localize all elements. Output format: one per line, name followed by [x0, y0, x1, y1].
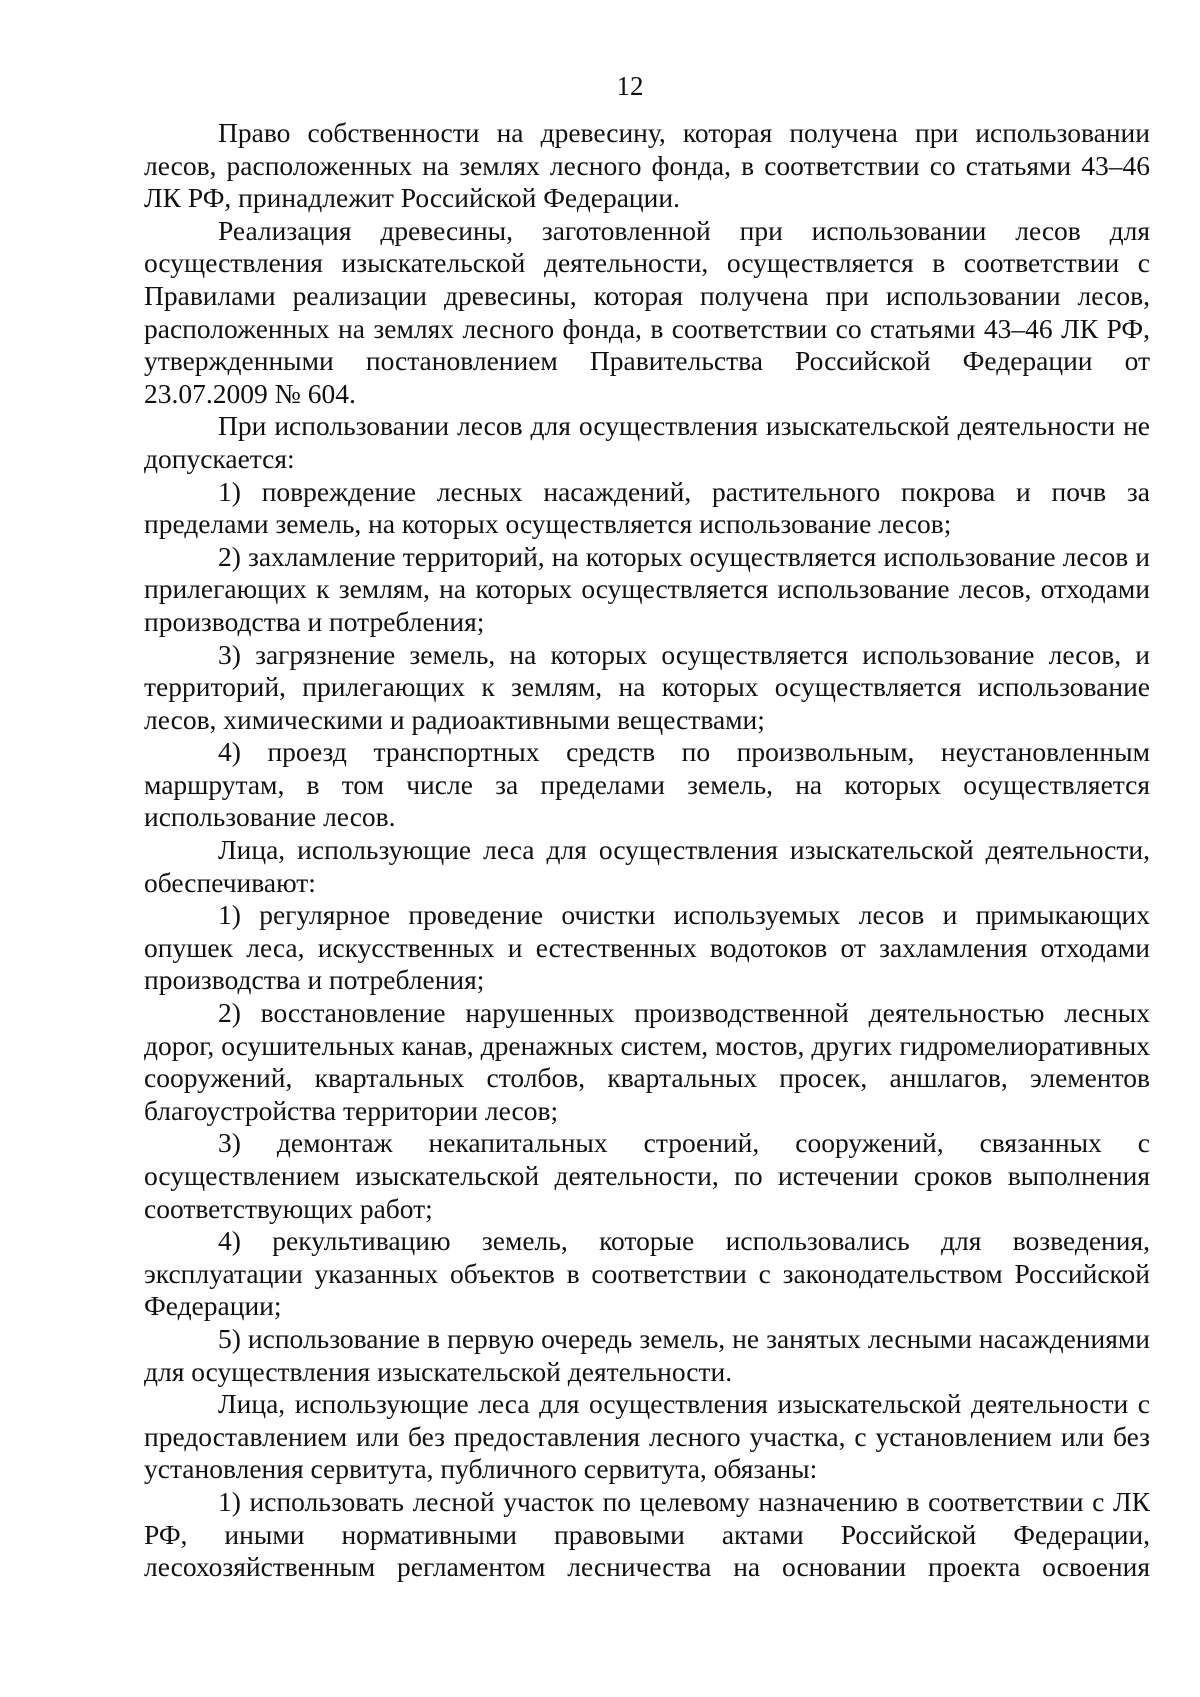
list-item-duty-4: 4) рекультивацию земель, которые использовались для возведения, эксплуатации указанных объектов в соответствии с законодательством Российской Федерации;: [144, 1225, 1150, 1322]
paragraph-ownership: Право собственности на древесину, которая получена при использовании лесов, расположенных на землях лесного фонда, в соответствии со статьями 43–46 ЛК РФ, принадлежит Российской Федерации.: [144, 117, 1150, 214]
list-item-duty-1: 1) регулярное проведение очистки используемых лесов и примыкающих опушек леса, искусственных и естественных водотоков от захламления отходами производства и потребления;: [144, 899, 1150, 996]
list-item-prohibition-1: 1) повреждение лесных насаждений, растительного покрова и почв за пределами земель, на которых осуществляется использование лесов;: [144, 475, 1150, 540]
paragraph-timber-sale: Реализация древесины, заготовленной при использовании лесов для осуществления изыскательской деятельности, осуществляется в соответствии с Правилами реализации древесины, которая получена при использовании лесов, расположенных на землях лесного фонда, в соответствии со статьями 43–46 ЛК РФ, утвержденными постановлением Правительства Российской Федерации от 23.07.2009 № 604.: [144, 214, 1150, 409]
list-item-duty-5: 5) использование в первую очередь земель, не занятых лесными насаждениями для осуществления изыскательской деятельности.: [144, 1322, 1150, 1387]
list-item-prohibition-2: 2) захламление территорий, на которых осуществляется использование лесов и прилегающих к землям, на которых осуществляется использование лесов, отходами производства и потребления;: [144, 540, 1150, 637]
paragraph-duties-intro: Лица, использующие леса для осуществления изыскательской деятельности, обеспечивают:: [144, 834, 1150, 898]
paragraph-obligations-intro: Лица, использующие леса для осуществления изыскательской деятельности с предоставлением или без предоставления лесного участка, с установлением или без установления сервитута, публичного сервитута, обязаны:: [144, 1388, 1150, 1485]
list-item-obligation-1: 1) использовать лесной участок по целевому назначению в соответствии с ЛК РФ, иными нормативными правовыми актами Российской Федерации, лесохозяйственным регламентом лесничества на основании проекта освоения: [144, 1485, 1150, 1583]
paragraph-prohibitions-intro: При использовании лесов для осуществления изыскательской деятельности не допускается:: [144, 410, 1150, 474]
list-item-prohibition-3: 3) загрязнение земель, на которых осуществляется использование лесов, и территорий, прилегающих к землям, на которых осуществляется использование лесов, химическими и радиоактивными веществами;: [144, 638, 1150, 735]
page-number: 12: [616, 71, 644, 101]
list-item-duty-3: 3) демонтаж некапитальных строений, сооружений, связанных с осуществлением изыскательской деятельности, по истечении сроков выполнения соответствующих работ;: [144, 1127, 1150, 1224]
document-body: [144, 117, 1150, 1584]
list-item-prohibition-4: 4) проезд транспортных средств по произвольным, неустановленным маршрутам, в том числе за пределами земель, на которых осуществляется использование лесов.: [144, 736, 1150, 833]
list-item-duty-2: 2) восстановление нарушенных производственной деятельностью лесных дорог, осушительных канав, дренажных систем, мостов, других гидромелиоративных сооружений, квартальных столбов, квартальных просек, аншлагов, элементов благоустройства территории лесов;: [144, 997, 1150, 1126]
